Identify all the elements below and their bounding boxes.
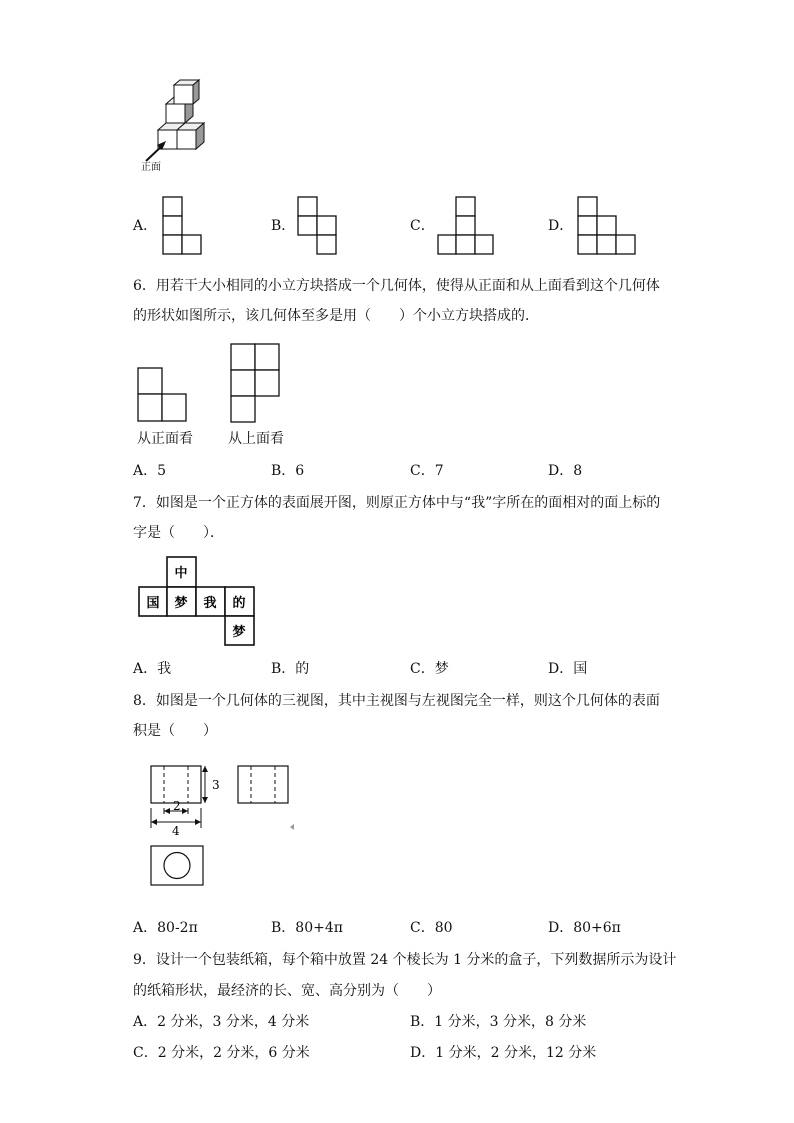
net-cell-1: 中 <box>174 566 188 581</box>
q5-option-d-figure <box>577 196 637 256</box>
net-cell-5: 的 <box>232 596 246 611</box>
q6-option-a: A．5 <box>133 463 167 479</box>
q5-option-b-key: B． <box>271 218 296 234</box>
q6-stem-line1: 6．用若干大小相同的小立方块搭成一个几何体，使得从正面和从上面看到这个几何体 <box>133 278 660 294</box>
front-label: 正面 <box>141 162 161 173</box>
q6-option-d: D．8 <box>548 463 583 479</box>
q5-option-d-key: D． <box>548 218 574 234</box>
q7-option-d: D．国 <box>548 661 588 677</box>
q6-front-caption: 从正面看 <box>137 431 193 447</box>
q9-stem-line2: 的纸箱形状，最经济的长、宽、高分别为（ ） <box>133 983 441 999</box>
stray-mark <box>290 824 296 830</box>
q7-stem-line1: 7．如图是一个正方体的表面展开图，则原正方体中与“我”字所在的面相对的面上标的 <box>133 495 661 511</box>
net-cell-2: 国 <box>146 596 160 611</box>
q7-cube-net <box>138 556 260 648</box>
q7-option-b: B．的 <box>271 661 310 677</box>
q6-stem-line2: 的形状如图所示，该几何体至多是用（ ）个小立方块搭成的． <box>133 308 539 324</box>
q8-option-a: A．80-2π <box>133 920 198 936</box>
q5-option-b-figure <box>297 196 339 256</box>
q8-stem-line2: 积是（ ） <box>133 723 217 739</box>
q9-stem-line1: 9．设计一个包装纸箱，每个箱中放置 24 个棱长为 1 分米的盒子，下列数据所示为设计 <box>133 952 677 968</box>
q8-option-b: B．80+4π <box>271 920 343 936</box>
q9-option-a: A．2 分米，3 分米，4 分米 <box>133 1014 310 1030</box>
cube-bottom-row <box>158 123 204 149</box>
q8-left-view <box>232 760 294 810</box>
q6-top-caption: 从上面看 <box>228 431 284 447</box>
q9-option-b: B．1 分米，3 分米，8 分米 <box>410 1014 587 1030</box>
q6-option-b: B．6 <box>271 463 305 479</box>
q8-front-view <box>145 760 225 840</box>
q5-option-c-key: C． <box>410 218 435 234</box>
q9-option-d: D．1 分米，2 分米，12 分米 <box>410 1045 597 1061</box>
q5-option-a-figure <box>162 196 204 256</box>
q6-top-view <box>230 343 282 423</box>
q8-option-d: D．80+6π <box>548 920 621 936</box>
q5-option-c-figure <box>437 196 497 256</box>
q7-stem-line2: 字是（ ）． <box>133 525 224 541</box>
q7-option-a: A．我 <box>133 661 172 677</box>
q7-option-c: C．梦 <box>410 661 449 677</box>
q9-option-c: C．2 分米，2 分米，6 分米 <box>133 1045 310 1061</box>
dim-inner: 2 <box>173 799 181 813</box>
net-cell-3: 梦 <box>174 596 188 611</box>
q5-option-a-key: A． <box>133 218 158 234</box>
q8-top-view <box>145 840 207 890</box>
cube-top <box>174 80 199 104</box>
q8-stem-line1: 8．如图是一个几何体的三视图，其中主视图与左视图完全一样，则这个几何体的表面 <box>133 693 660 709</box>
q8-option-c: C．80 <box>410 920 453 936</box>
net-cell-4: 我 <box>203 596 217 611</box>
dim-height: 3 <box>212 778 220 792</box>
q6-option-c: C．7 <box>410 463 444 479</box>
dim-outer: 4 <box>172 824 180 838</box>
q6-front-view <box>137 367 189 423</box>
net-cell-6: 梦 <box>232 625 246 640</box>
